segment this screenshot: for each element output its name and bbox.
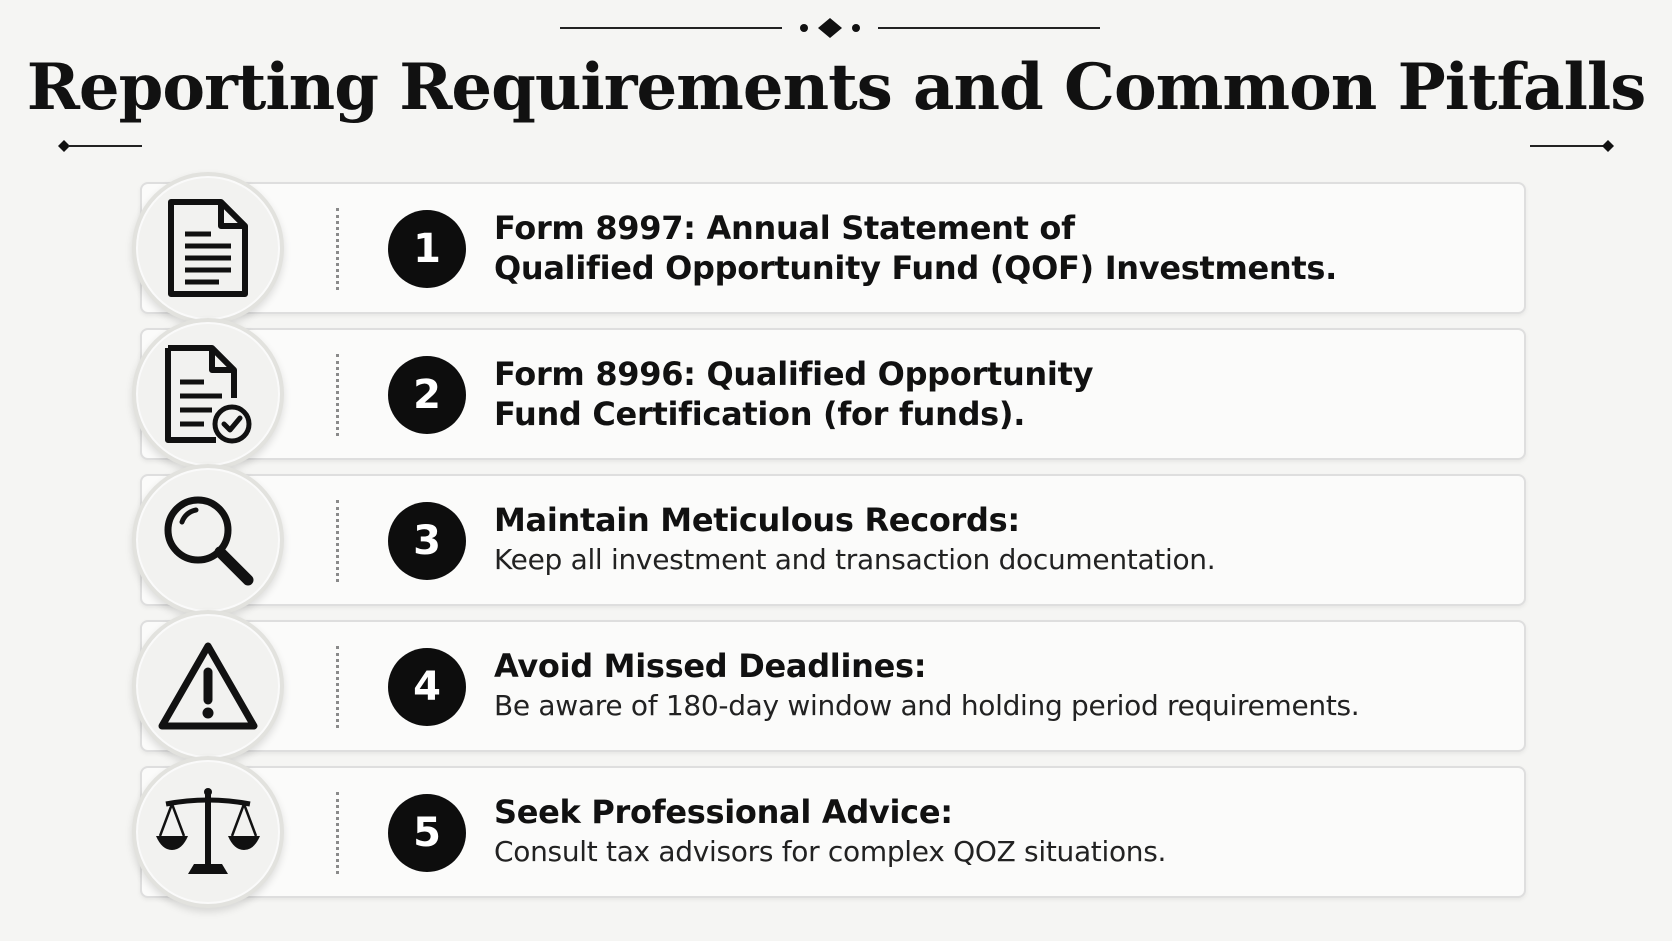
icon-badge [132, 756, 284, 908]
item-text [494, 500, 1494, 580]
step-number: 1 [388, 210, 466, 288]
list-item [138, 474, 1528, 608]
dotted-divider [336, 354, 343, 436]
list-item [138, 182, 1528, 316]
item-heading: Maintain Meticulous Records: [494, 501, 1020, 539]
document-icon [163, 198, 253, 298]
step-number: 3 [388, 502, 466, 580]
dotted-divider [336, 208, 343, 290]
step-number: 5 [388, 794, 466, 872]
magnifier-icon [160, 492, 256, 588]
item-text [494, 646, 1494, 726]
document-check-icon [160, 344, 256, 444]
step-number: 4 [388, 648, 466, 726]
step-number: 2 [388, 356, 466, 434]
item-text [494, 354, 1494, 434]
icon-badge [132, 172, 284, 324]
item-description: Consult tax advisors for complex QOZ situations. [494, 835, 1167, 868]
item-description: Keep all investment and transaction documentation. [494, 543, 1216, 576]
dotted-divider [336, 500, 343, 582]
dotted-divider [336, 792, 343, 874]
list-item [138, 766, 1528, 900]
item-heading: Form 8997: Annual Statement of [494, 209, 1075, 247]
top-ornament [560, 16, 1100, 40]
item-heading: Form 8996: Qualified Opportunity [494, 355, 1094, 393]
item-text [494, 208, 1494, 288]
list-item [138, 620, 1528, 754]
item-description: Be aware of 180-day window and holding period requirements. [494, 689, 1360, 722]
left-ornament [58, 140, 148, 152]
dotted-divider [336, 646, 343, 728]
item-text [494, 792, 1494, 872]
icon-badge [132, 610, 284, 762]
scales-icon [152, 784, 264, 880]
list-item [138, 328, 1528, 462]
page-title: Reporting Requirements and Common Pitfalls [26, 50, 1646, 125]
item-heading: Seek Professional Advice: [494, 793, 953, 831]
item-heading: Avoid Missed Deadlines: [494, 647, 927, 685]
item-heading-continued: Fund Certification (for funds). [494, 395, 1026, 433]
right-ornament [1524, 140, 1614, 152]
icon-badge [132, 464, 284, 616]
warning-icon [156, 640, 260, 732]
item-heading-continued: Qualified Opportunity Fund (QOF) Investments. [494, 249, 1338, 287]
icon-badge [132, 318, 284, 470]
